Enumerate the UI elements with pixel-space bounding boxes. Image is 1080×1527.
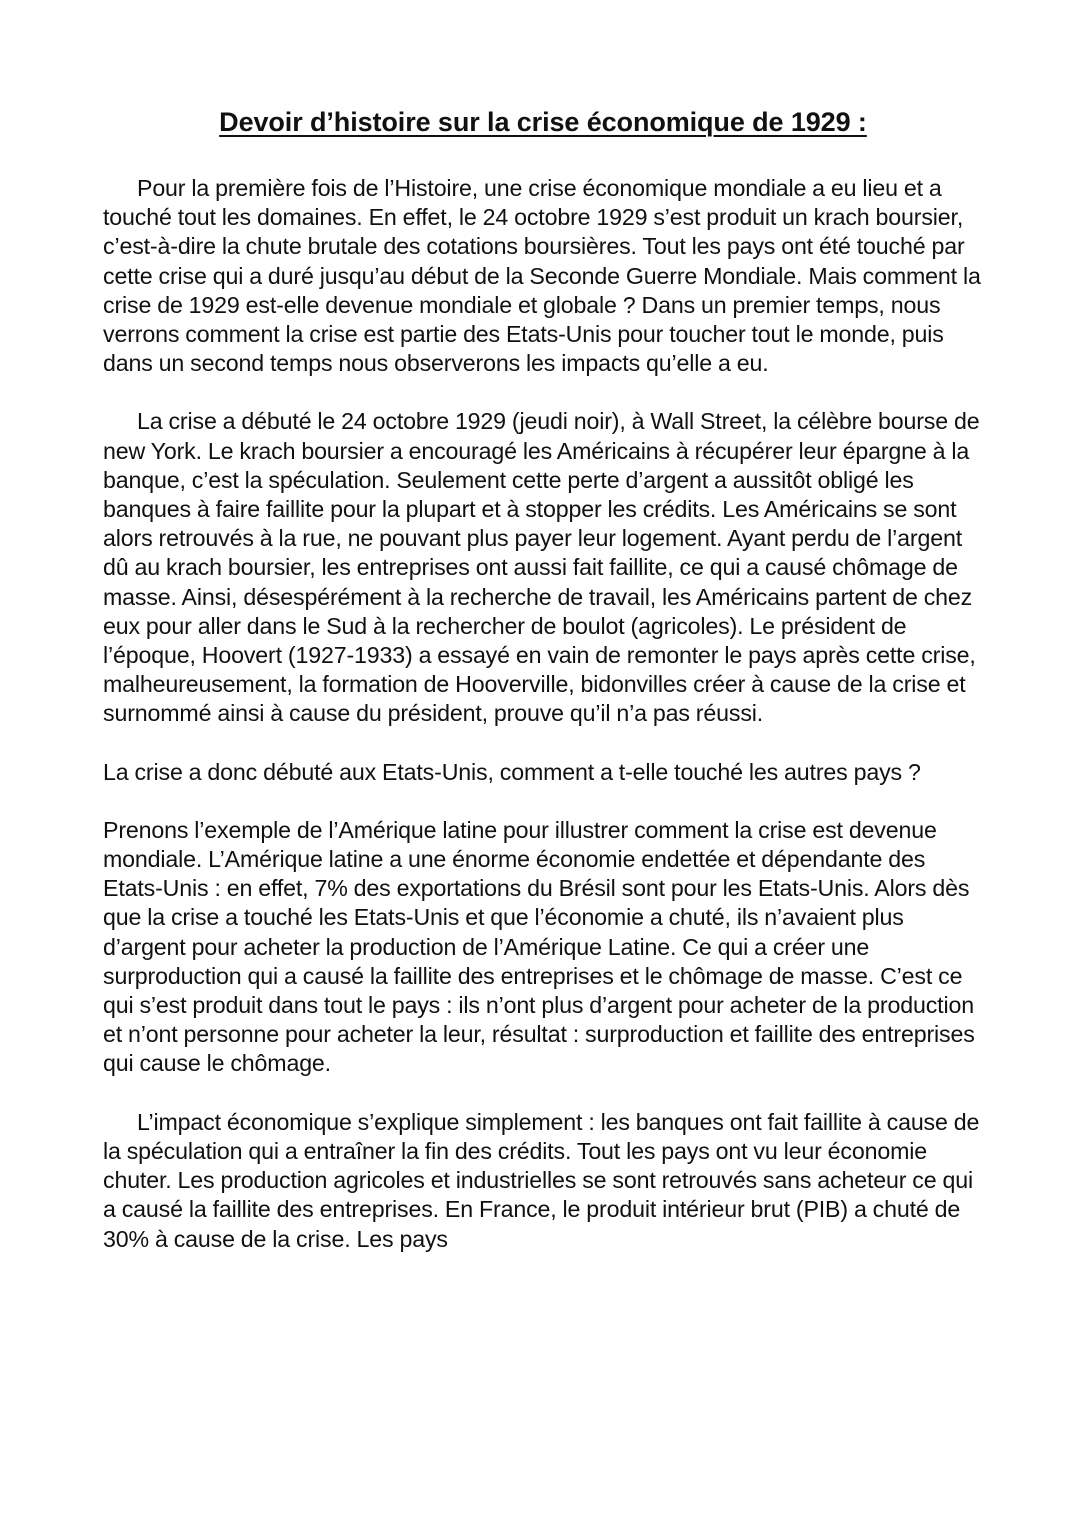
- paragraph-introduction: Pour la première fois de l’Histoire, une crise économique mondiale a eu lieu et a touché tout les domaines. En effet, le 24 octobre 1929 s’est produit un krach boursier, c’est-à-dire la chute brutale des cotations boursières. Tout les pays ont été touché par cette crise qui a duré jusqu’au début de la Seconde Guerre Mondiale. Mais comment la crise de 1929 est-elle devenue mondiale et globale ? Dans un premier temps, nous verrons comment la crise est partie des Etats-Unis pour toucher tout le monde, puis dans un second temps nous observerons les impacts qu’elle a eu.: [103, 175, 981, 377]
- paragraph-economic-impact: L’impact économique s’explique simplement : les banques ont fait faillite à cause de la spéculation qui a entraîner la fin des crédits. Tout les pays ont vu leur économie chuter. Les production agricoles et industrielles se sont retrouvés sans acheteur ce qui a causé la faillite des entreprises. En France, le produit intérieur brut (PIB) a chuté de 30% à cause de la crise. Les pays: [103, 1108, 980, 1252]
- paragraph-wall-street-crash: La crise a débuté le 24 octobre 1929 (jeudi noir), à Wall Street, la célèbre bourse de new York. Le krach boursier a encouragé les Américains à récupérer leur épargne à la banque, c’est la spéculation. Seulement cette perte d’argent a aussitôt obligé les banques à faire faillite pour la plupart et à stopper les crédits. Les Américains se sont alors retrouvés à la rue, ne pouvant plus payer leur logement. Ayant perdu de l’argent dû au krach boursier, les entreprises ont aussi fait faillite, ce qui a causé chômage de masse. Ainsi, désespérément à la recherche de travail, les Américains partent de chez eux pour aller dans le Sud à la rechercher de boulot (agricoles). Le président de l’époque, Hoovert (1927-1933) a essayé en vain de remonter le pays après cette crise, malheureusement, la formation de Hooverville, bidonvilles créer à cause de la crise et surnommé ainsi à cause du président, prouve qu’il n’a pas réussi.: [103, 408, 980, 727]
- paragraph-transition: La crise a donc débuté aux Etats-Unis, comment a t-elle touché les autres pays ?: [103, 758, 921, 785]
- paragraph-latin-america: Prenons l’exemple de l’Amérique latine pour illustrer comment la crise est devenue mondiale. L’Amérique latine a une énorme économie endettée et dépendante des Etats-Unis : en effet, 7% des exportations du Brésil sont pour les Etats-Unis. Alors dès que la crise a touché les Etats-Unis et que l’économie a chuté, ils n’avaient plus d’argent pour acheter la production de l’Amérique Latine. Ce qui a créer une surproduction qui a causé la faillite des entreprises et le chômage de masse. C’est ce qui s’est produit dans tout le pays : ils n’ont plus d’argent pour acheter de la production et n’ont personne pour acheter la leur, résultat : surproduction et faillite des entreprises qui cause le chômage.: [103, 816, 975, 1077]
- document-title: Devoir d’histoire sur la crise économique de 1929 :: [219, 107, 867, 137]
- document-page: [103, 96, 983, 1254]
